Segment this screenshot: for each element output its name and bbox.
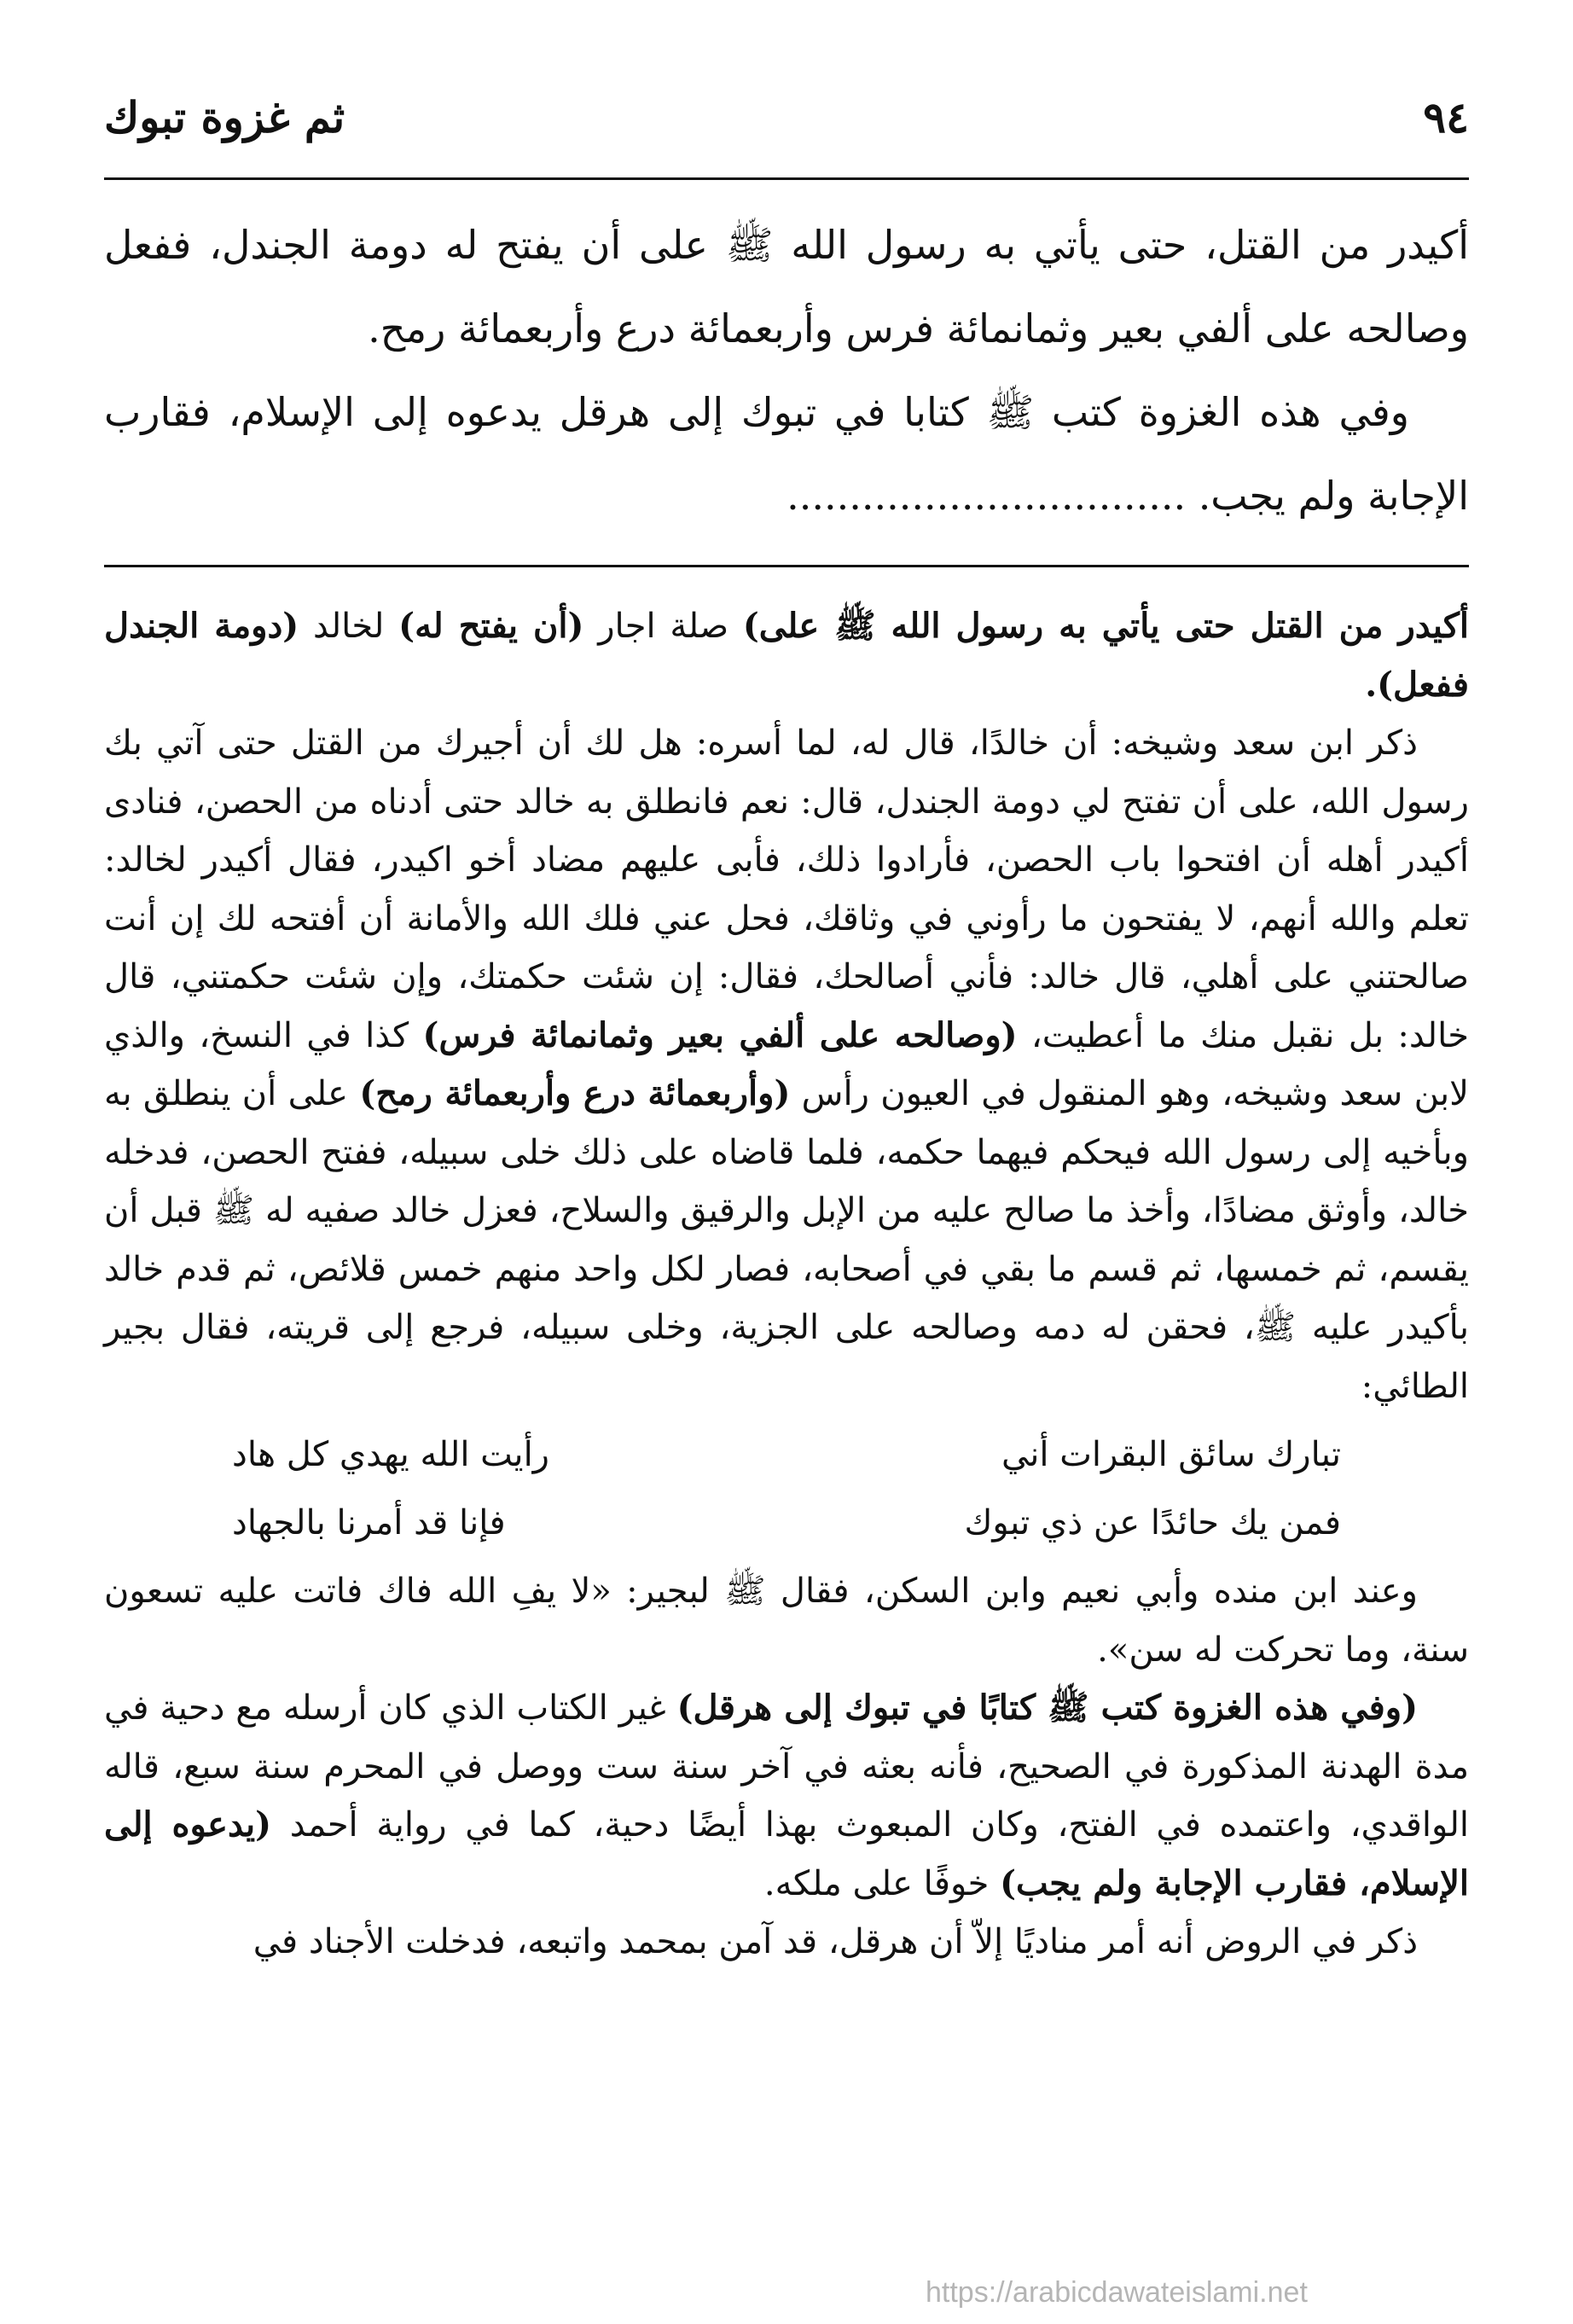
lemma: (أن يفتح له)	[398, 606, 584, 646]
commentary-text: صلة اجار	[583, 607, 743, 646]
poem	[104, 1421, 1469, 1557]
lemma: أكيدر من القتل حتى يأتي به رسول الله ﷺ على)	[742, 606, 1469, 646]
running-title: ثم غزوة تبوك	[104, 92, 345, 142]
commentary-paragraph-2	[104, 714, 1469, 1415]
commentary-paragraph-4	[104, 1679, 1469, 1913]
source-url-watermark: https://arabicdawateislami.net	[926, 2276, 1308, 2309]
commentary-paragraph-5: ذكر في الروض أنه أمر مناديًا إلاّ أن هرقل، قد آمن بمحمد واتبعه، فدخلت الأجناد في	[252, 1922, 1418, 1961]
commentary-paragraph-1	[104, 597, 1469, 714]
commentary-text: على أن ينطلق به وبأخيه إلى رسول الله فيحكم فيهما حكمه، فلما قاضاه على ذلك خلى سبيله، ففتح الحصن، فدخله خالد، وأوثق مضادًا، وأخذ ما صالح عليه من الإبل والرقيق والسلاح، فعزل خالد صفيه له ﷺ قبل أن يقسم، ثم خمسها، ثم قسم ما بقي في أصحابه، فصار لكل واحد منهم خمس قلائص، ثم قدم خالد بأكيدر عليه ﷺ، فحقن له دمه وصالحه على الجزية، وخلى سبيله، فرجع إلى قريته، فقال بجير الطائي:	[104, 1074, 1469, 1406]
text-commentary-rule	[104, 565, 1469, 567]
main-paragraph-2-text: وفي هذه الغزوة كتب ﷺ كتابا في تبوك إلى هرقل يدعوه إلى الإسلام، فقارب الإجابة ولم يجب.	[104, 389, 1469, 519]
main-paragraph-2	[104, 370, 1469, 537]
poem-verse-1	[104, 1421, 1469, 1489]
lemma: (وأربعمائة درع وأربعمائة رمح)	[359, 1073, 791, 1113]
page-header	[104, 84, 1469, 152]
ellipsis-dots: ................................	[786, 473, 1187, 519]
commentary-text: كذا في النسخ، والذي لابن سعد وشيخه، وهو المنقول في العيون رأس	[104, 1015, 1469, 1113]
poem-hemistich-second: رأيت الله يهدي كل هاد	[232, 1435, 549, 1474]
main-paragraph-1: أكيدر من القتل، حتى يأتي به رسول الله ﷺ على أن يفتح له دومة الجندل، ففعل وصالحه على ألفي بعير وثمانمائة فرس وأربعمائة درع وأربعمائة رمح.	[104, 222, 1469, 352]
main-text-block	[104, 203, 1469, 537]
poem-hemistich-second: فإنا قد أمرنا بالجهاد	[232, 1503, 506, 1543]
header-rule	[104, 177, 1469, 180]
lemma: (يدعوه إلى الإسلام، فقارب الإجابة ولم يجب)	[104, 1804, 1469, 1903]
commentary-text: لخالد	[299, 607, 399, 646]
poem-hemistich-first: تبارك سائق البقرات أني	[1001, 1435, 1341, 1474]
poem-verse-2	[104, 1489, 1469, 1557]
lemma: (وصالحه على ألفي بعير وثمانمائة فرس)	[422, 1014, 1018, 1055]
commentary-block	[104, 597, 1469, 1972]
commentary-text: خوفًا على ملكه.	[763, 1863, 1001, 1903]
page-number: ٩٤	[1423, 92, 1469, 142]
lemma: (وفي هذه الغزوة كتب ﷺ كتابًا في تبوك إلى هرقل)	[676, 1688, 1419, 1728]
poem-hemistich-first: فمن يك حائدًا عن ذي تبوك	[964, 1503, 1341, 1543]
lemma: (دومة الجندل ففعل).	[104, 606, 1469, 705]
commentary-paragraph-3: وعند ابن منده وأبي نعيم وابن السكن، فقال ﷺ لبجير: «لا يفِ الله فاك فاتت عليه تسعون سنة، وما تحركت له سن».	[104, 1572, 1469, 1670]
commentary-text: ذكر ابن سعد وشيخه: أن خالدًا، قال له، لما أسره: هل لك أن أجيرك من القتل حتى آتي بك رسول الله، على أن تفتح لي دومة الجندل، قال: نعم فانطلق به خالد حتى أدناه من الحصن، فنادى أكيدر أهله أن افتحوا باب الحصن، فأرادوا ذلك، فأبى عليهم مضاد أخو اكيدر، فقال أكيدر لخالد: تعلم والله أنهم، لا يفتحون ما رأوني في وثاقك، فحل عني فلك الله والأمانة أن أفتحه لك إن أنت صالحتني على أهلي، قال خالد: فأني أصالحك، فقال: إن شئت حكمتك، وإن شئت حكمتني، قال خالد: بل نقبل منك ما أعطيت،	[104, 723, 1469, 1055]
commentary-text: غير الكتاب الذي كان أرسله مع دحية في مدة الهدنة المذكورة في الصحيح، فأنه بعثه في آخر سنة ست ووصل في المحرم سنة سبع، قاله الواقدي، واعتمده في الفتح، وكان المبعوث بهذا أيضًا دحية، كما في رواية أحمد	[104, 1688, 1469, 1845]
